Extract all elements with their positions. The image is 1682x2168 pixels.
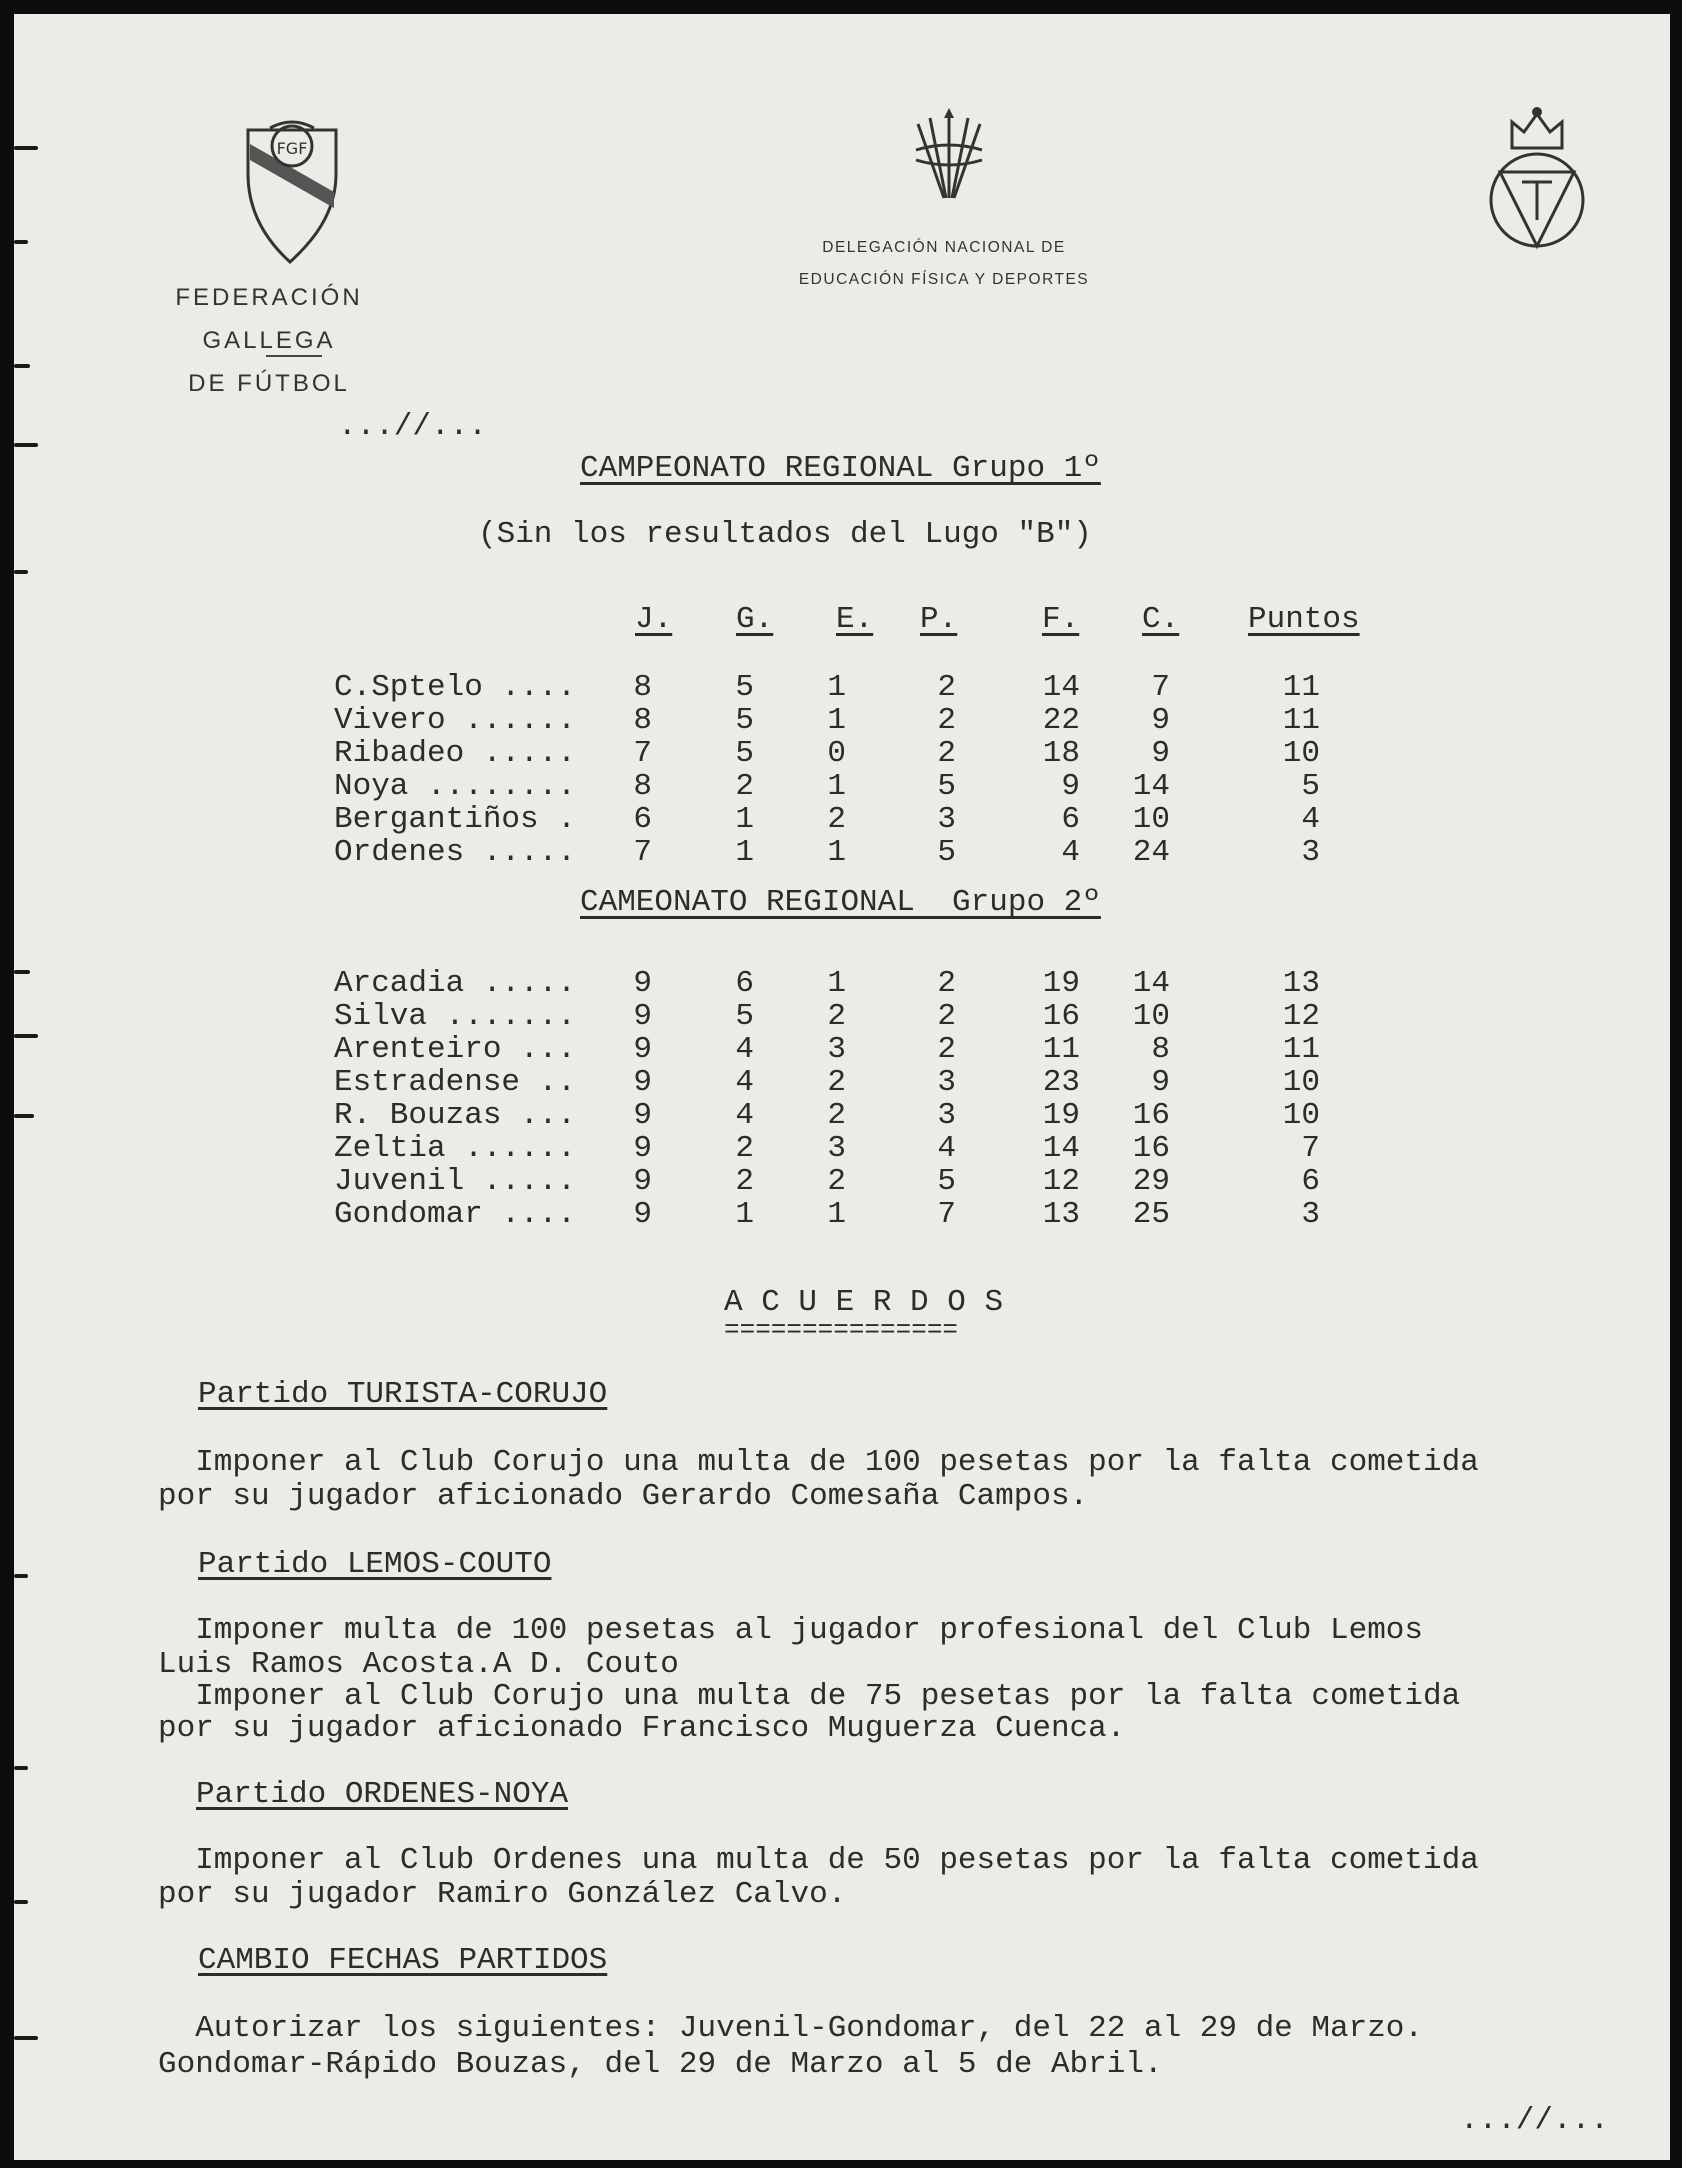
federation-name: FEDERACIÓN GALLEGA DE FÚTBOL [175,284,363,397]
section-line: por su jugador aficionado Francisco Muguerza Cuenca. [158,1711,1126,1746]
stat-cell: 3 [937,1098,956,1133]
stat-cell: 3 [1301,1197,1320,1232]
stat-cell: 3 [937,802,956,837]
federation-crest-icon [242,114,342,266]
section-heading: Partido LEMOS-COUTO [198,1547,552,1582]
stat-cell: 9 [633,1098,652,1133]
team-name: Bergantiños . [334,802,576,837]
stat-cell: 2 [827,1164,846,1199]
stat-cell: 8 [633,670,652,705]
team-name: Silva ....... [334,999,576,1034]
stat-cell: 8 [633,769,652,804]
stat-cell: 1 [735,802,754,837]
stat-cell: 9 [633,1032,652,1067]
stat-cell: 7 [633,736,652,771]
section-line: por su jugador Ramiro González Calvo. [158,1877,847,1912]
stat-cell: 4 [1061,835,1080,870]
stat-cell: 4 [735,1098,754,1133]
continuation-mark: ...//... [1460,2103,1609,2138]
team-name: Noya ........ [334,769,576,804]
table-row [14,1131,1414,1164]
rfef-crest-icon [1482,100,1592,260]
stat-cell: 2 [937,670,956,705]
stat-cell: 8 [1151,1032,1170,1067]
stat-cell: 14 [1042,670,1080,705]
group1-subtitle: (Sin los resultados del Lugo "B") [478,517,1092,552]
table-row [14,1032,1414,1065]
stat-cell: 16 [1042,999,1080,1034]
stat-cell: 13 [1282,966,1320,1001]
section-line: Luis Ramos Acosta.A D. Couto [158,1647,679,1682]
stat-cell: 5 [937,769,956,804]
team-name: Estradense .. [334,1065,576,1100]
stat-cell: 2 [735,1131,754,1166]
stat-cell: 19 [1042,966,1080,1001]
stat-cell: 2 [937,703,956,738]
yoke-arrows-emblem-icon [910,106,988,202]
table-row [14,999,1414,1032]
stat-cell: 11 [1282,670,1320,705]
stat-cell: 4 [735,1065,754,1100]
section-line: Imponer al Club Ordenes una multa de 50 pesetas por la falta cometida [158,1843,1479,1878]
stat-cell: 3 [827,1131,846,1166]
section-line: Imponer al Club Corujo una multa de 75 pesetas por la falta cometida [158,1679,1461,1714]
stat-cell: 1 [827,835,846,870]
divider [266,355,322,357]
stat-cell: 2 [937,999,956,1034]
stat-cell: 9 [1061,769,1080,804]
column-header: J. [635,602,673,637]
stat-cell: 4 [937,1131,956,1166]
section-heading: Partido ORDENES-NOYA [196,1777,569,1812]
binding-mark [14,570,28,574]
stat-cell: 5 [735,999,754,1034]
binding-mark [14,364,30,368]
section-line: Autorizar los siguientes: Juvenil-Gondomar, del 22 al 29 de Marzo. [158,2011,1424,2046]
table-row [14,736,1414,769]
stat-cell: 3 [1301,835,1320,870]
stat-cell: 1 [827,769,846,804]
table-row [14,1164,1414,1197]
stat-cell: 5 [937,835,956,870]
stat-cell: 2 [827,1098,846,1133]
stat-cell: 1 [735,1197,754,1232]
stat-cell: 29 [1132,1164,1170,1199]
stat-cell: 16 [1132,1131,1170,1166]
column-header: C. [1142,602,1180,637]
stat-cell: 9 [633,1065,652,1100]
team-name: Zeltia ...... [334,1131,576,1166]
column-header: P. [920,602,958,637]
table-row [14,769,1414,802]
team-name: Ribadeo ..... [334,736,576,771]
stat-cell: 11 [1042,1032,1080,1067]
stat-cell: 10 [1282,736,1320,771]
acuerdos-rule: =============== [724,1315,959,1345]
table-row [14,802,1414,835]
binding-mark [14,240,28,244]
stat-cell: 9 [633,1164,652,1199]
stat-cell: 2 [937,966,956,1001]
stat-cell: 14 [1132,769,1170,804]
stat-cell: 5 [1301,769,1320,804]
binding-mark [14,1766,28,1770]
section-line: Imponer al Club Corujo una multa de 100 pesetas por la falta cometida [158,1445,1479,1480]
stat-cell: 1 [735,835,754,870]
acuerdos-title: A C U E R D O S [724,1285,1004,1320]
team-name: Arenteiro ... [334,1032,576,1067]
section-heading: CAMBIO FECHAS PARTIDOS [198,1943,608,1978]
stat-cell: 1 [827,703,846,738]
table-row [14,835,1414,868]
table-row [14,703,1414,736]
stat-cell: 13 [1042,1197,1080,1232]
binding-mark [14,146,38,150]
group1-title: CAMPEONATO REGIONAL Grupo 1º [580,451,1101,486]
binding-mark [14,1900,28,1904]
stat-cell: 11 [1282,1032,1320,1067]
section-heading: Partido TURISTA-CORUJO [198,1377,608,1412]
binding-mark [14,1574,28,1578]
stat-cell: 3 [827,1032,846,1067]
column-header: E. [836,602,874,637]
stat-cell: 8 [633,703,652,738]
stat-cell: 1 [827,670,846,705]
stat-cell: 9 [633,1131,652,1166]
binding-mark [14,2036,38,2040]
stat-cell: 1 [827,966,846,1001]
section-line: Gondomar-Rápido Bouzas, del 29 de Marzo al 5 de Abril. [158,2047,1163,2082]
section-line: por su jugador aficionado Gerardo Comesaña Campos. [158,1479,1089,1514]
stat-cell: 7 [1151,670,1170,705]
team-name: R. Bouzas ... [334,1098,576,1133]
table-row [14,966,1414,999]
stat-cell: 10 [1282,1065,1320,1100]
stat-cell: 9 [633,966,652,1001]
team-name: Juvenil ..... [334,1164,576,1199]
stat-cell: 9 [633,1197,652,1232]
team-name: Ordenes ..... [334,835,576,870]
column-header: F. [1042,602,1080,637]
stat-cell: 14 [1132,966,1170,1001]
stat-cell: 7 [633,835,652,870]
stat-cell: 23 [1042,1065,1080,1100]
stat-cell: 1 [827,1197,846,1232]
stat-cell: 6 [633,802,652,837]
stat-cell: 12 [1282,999,1320,1034]
team-name: C.Sptelo .... [334,670,576,705]
stat-cell: 4 [1301,802,1320,837]
stat-cell: 2 [827,1065,846,1100]
stat-cell: 6 [1301,1164,1320,1199]
stat-cell: 4 [735,1032,754,1067]
binding-mark [14,443,38,447]
stat-cell: 10 [1132,802,1170,837]
group2-title: CAMEONATO REGIONAL Grupo 2º [580,885,1101,920]
team-name: Vivero ...... [334,703,576,738]
stat-cell: 2 [735,769,754,804]
table-row [14,1065,1414,1098]
table-row [14,1098,1414,1131]
stat-cell: 22 [1042,703,1080,738]
stat-cell: 7 [937,1197,956,1232]
stat-cell: 0 [827,736,846,771]
table-row [14,1197,1414,1230]
stat-cell: 24 [1132,835,1170,870]
stat-cell: 5 [735,736,754,771]
stat-cell: 9 [1151,1065,1170,1100]
column-header: G. [736,602,774,637]
stat-cell: 14 [1042,1131,1080,1166]
stat-cell: 7 [1301,1131,1320,1166]
stat-cell: 6 [1061,802,1080,837]
stat-cell: 9 [1151,703,1170,738]
stat-cell: 2 [735,1164,754,1199]
svg-text:FGF: FGF [276,139,308,158]
document-page [14,14,1670,2160]
stat-cell: 10 [1282,1098,1320,1133]
stat-cell: 16 [1132,1098,1170,1133]
stat-cell: 12 [1042,1164,1080,1199]
stat-cell: 2 [937,736,956,771]
table-row [14,670,1414,703]
team-name: Arcadia ..... [334,966,576,1001]
stat-cell: 11 [1282,703,1320,738]
stat-cell: 3 [937,1065,956,1100]
stat-cell: 2 [937,1032,956,1067]
team-name: Gondomar .... [334,1197,576,1232]
stat-cell: 5 [735,670,754,705]
stat-cell: 5 [937,1164,956,1199]
column-header: Puntos [1248,602,1360,637]
continuation-mark: ...//... [338,409,487,444]
stat-cell: 9 [1151,736,1170,771]
stat-cell: 19 [1042,1098,1080,1133]
stat-cell: 5 [735,703,754,738]
stat-cell: 2 [827,999,846,1034]
stat-cell: 10 [1132,999,1170,1034]
section-line: Imponer multa de 100 pesetas al jugador profesional del Club Lemos [158,1613,1424,1648]
stat-cell: 6 [735,966,754,1001]
stat-cell: 9 [633,999,652,1034]
delegation-name: DELEGACIÓN NACIONAL DE EDUCACIÓN FÍSICA Y DEPORTES [798,239,1090,288]
stat-cell: 18 [1042,736,1080,771]
stat-cell: 25 [1132,1197,1170,1232]
stat-cell: 2 [827,802,846,837]
